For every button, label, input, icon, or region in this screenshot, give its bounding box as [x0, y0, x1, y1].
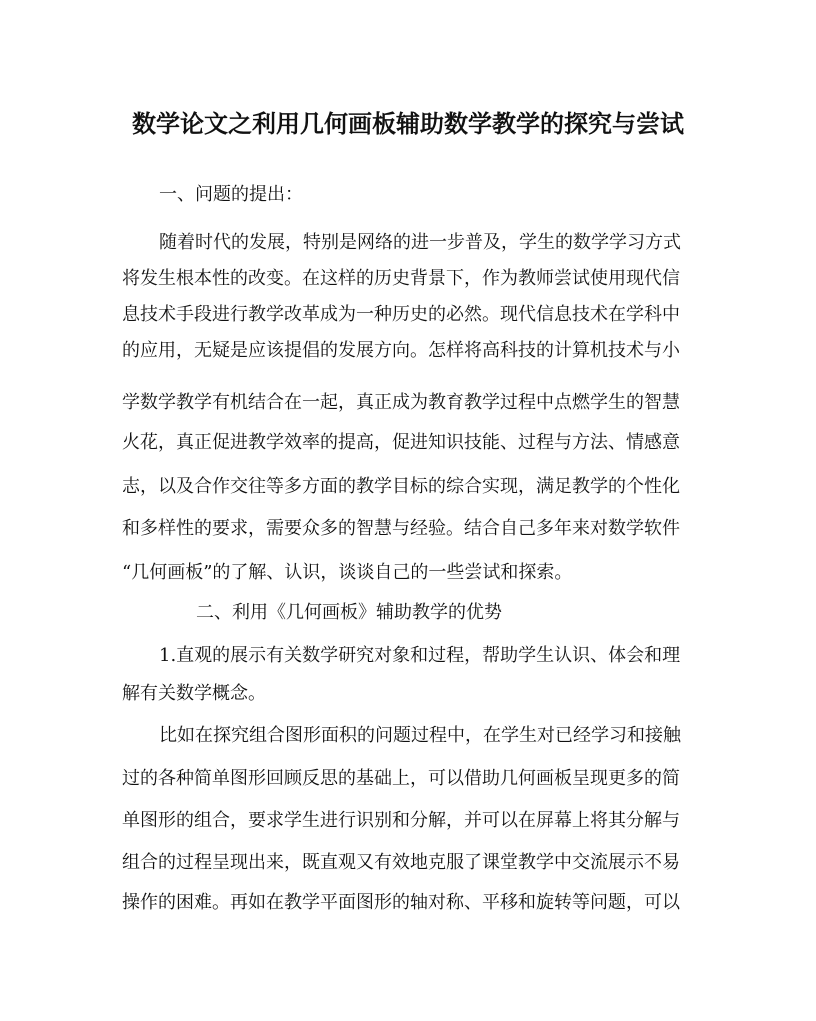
- paragraph-1-line: 学数学教学有机结合在一起，真正成为教育教学过程中点燃学生的智慧: [122, 392, 680, 413]
- section-heading-2: 二、利用《几何画板》辅助教学的优势: [196, 602, 502, 623]
- paragraph-2-line: 比如在探究组合图形面积的问题过程中，在学生对已经学习和接触: [159, 725, 681, 746]
- section-heading-1: 一、问题的提出：: [159, 184, 303, 205]
- paragraph-1-line: 息技术手段进行教学改革成为一种历史的必然。现代信息技术在学科中: [122, 304, 680, 325]
- point-1-line: 1.直观的展示有关数学研究对象和过程，帮助学生认识、体会和理: [159, 645, 681, 666]
- paragraph-1-line: 志，以及合作交往等多方面的教学目标的综合实现，满足教学的个性化: [122, 476, 680, 497]
- paragraph-1-line: “几何画板”的了解、认识，谈谈自己的一些尝试和探索。: [122, 562, 573, 583]
- paragraph-1-line: 将发生根本性的改变。在这样的历史背景下，作为教师尝试使用现代信: [122, 268, 680, 289]
- paragraph-2-line: 过的各种简单图形回顾反思的基础上，可以借助几何画板呈现更多的简: [122, 768, 680, 789]
- document-title: 数学论文之利用几何画板辅助数学教学的探究与尝试: [132, 109, 684, 138]
- paragraph-2-line: 单图形的组合，要求学生进行识别和分解，并可以在屏幕上将其分解与: [122, 810, 680, 831]
- point-1-line: 解有关数学概念。: [122, 683, 266, 704]
- paragraph-1-line: 和多样性的要求，需要众多的智慧与经验。结合自己多年来对数学软件: [122, 518, 680, 539]
- paragraph-1-line: 火花，真正促进教学效率的提高，促进知识技能、过程与方法、情感意: [122, 432, 680, 453]
- paragraph-1-line: 随着时代的发展，特别是网络的进一步普及，学生的数学学习方式: [159, 232, 681, 253]
- paragraph-2-line: 组合的过程呈现出来，既直观又有效地克服了课堂教学中交流展示不易: [122, 852, 680, 873]
- paragraph-2-line: 操作的困难。再如在教学平面图形的轴对称、平移和旋转等问题，可以: [122, 892, 680, 913]
- paragraph-1-line: 的应用，无疑是应该提倡的发展方向。怎样将高科技的计算机技术与小: [122, 340, 680, 361]
